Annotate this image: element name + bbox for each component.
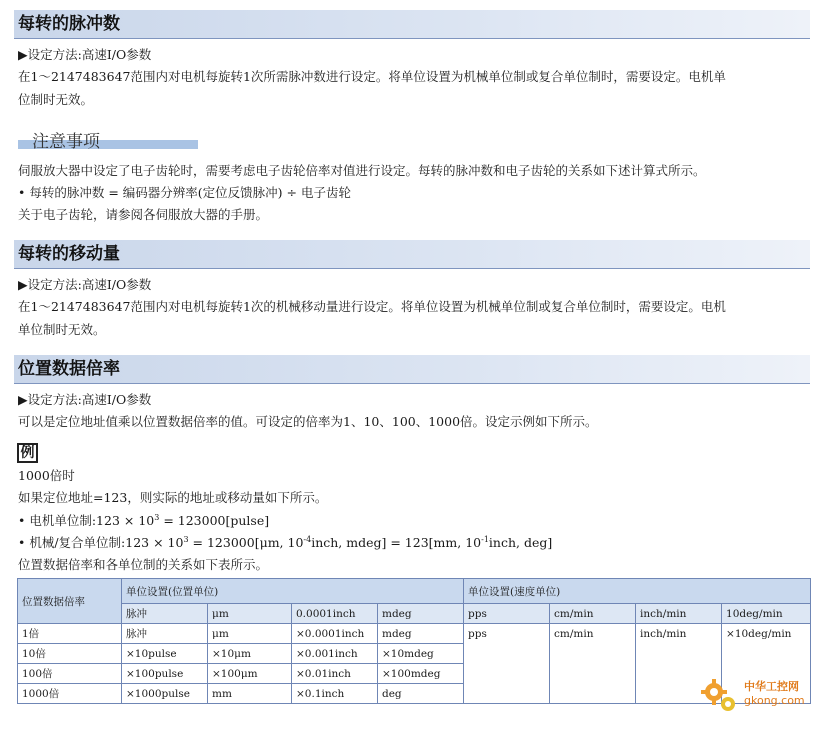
table-subheader: cm/min bbox=[550, 604, 636, 624]
note-line-3: 关于电子齿轮，请参阅各伺服放大器的手册。 bbox=[18, 207, 269, 222]
table-cell: ×100μm bbox=[208, 664, 292, 684]
table-cell: ×100pulse bbox=[122, 664, 208, 684]
example-line-2: 如果定位地址=123，则实际的地址或移动量如下所示。 bbox=[18, 490, 328, 505]
table-subheader: mdeg bbox=[378, 604, 464, 624]
table-cell: deg bbox=[378, 684, 464, 704]
table-cell-rate: 10倍 bbox=[18, 644, 122, 664]
formula-2-part-c: inch, mdeg] = 123[mm, 10 bbox=[311, 535, 482, 550]
table-cell: ×10mdeg bbox=[378, 644, 464, 664]
table-cell: 脉冲 bbox=[122, 624, 208, 644]
watermark-url: gkong.com bbox=[744, 694, 805, 707]
formula-1-exponent: 3 bbox=[154, 513, 160, 522]
note-formula: • 每转的脉冲数 = 编码器分辨率(定位反馈脉冲) ÷ 电子齿轮 bbox=[18, 185, 351, 200]
table-cell: ×0.01inch bbox=[292, 664, 378, 684]
table-cell: mdeg bbox=[378, 624, 464, 644]
table-cell-rate: 100倍 bbox=[18, 664, 122, 684]
table-cell-speed: cm/min bbox=[550, 624, 636, 704]
table-cell: ×100mdeg bbox=[378, 664, 464, 684]
table-subheader: μm bbox=[208, 604, 292, 624]
table-cell: ×10pulse bbox=[122, 644, 208, 664]
magnification-table bbox=[17, 578, 811, 704]
note-line-1: 伺服放大器中设定了电子齿轮时，需要考虑电子齿轮倍率对值进行设定。每转的脉冲数和电子齿轮的关系如下述计算式所示。 bbox=[18, 163, 706, 178]
table-cell-rate: 1倍 bbox=[18, 624, 122, 644]
table-cell: ×10μm bbox=[208, 644, 292, 664]
formula-2-exponent-2: -4 bbox=[303, 535, 312, 544]
setting-method-2: ▶设定方法:高速I/O参数 bbox=[18, 277, 152, 292]
example-machine-unit-formula bbox=[18, 535, 552, 551]
gear-icon bbox=[700, 676, 740, 716]
table-cell-speed: pps bbox=[464, 624, 550, 704]
table-subheader: 脉冲 bbox=[122, 604, 208, 624]
formula-2-part-a: • 机械/复合单位制:123 × 10 bbox=[18, 535, 184, 550]
section-title-travel-per-rotation: 每转的移动量 bbox=[14, 240, 810, 269]
formula-2-part-d: inch, deg] bbox=[488, 535, 553, 550]
table-cell: mm bbox=[208, 684, 292, 704]
watermark bbox=[700, 676, 830, 716]
table-cell-speed: inch/min bbox=[636, 624, 722, 704]
setting-method-3: ▶设定方法:高速I/O参数 bbox=[18, 392, 152, 407]
watermark-name: 中华工控网 bbox=[744, 680, 799, 693]
table-header-rate: 位置数据倍率 bbox=[18, 579, 122, 624]
table-subheader: pps bbox=[464, 604, 550, 624]
table-cell-speed: ×10deg/min bbox=[722, 624, 811, 704]
description-1-line-2: 位制时无效。 bbox=[18, 92, 94, 107]
description-2-line-1: 在1～2147483647范围内对电机每旋转1次的机械移动量进行设定。将单位设置为机械单位制或复合单位制时，需要设定。电机 bbox=[18, 299, 726, 314]
table-subheader: inch/min bbox=[636, 604, 722, 624]
description-1-line-1: 在1～2147483647范围内对电机每旋转1次所需脉冲数进行设定。将单位设置为机械单位制或复合单位制时，需要设定。电机单 bbox=[18, 69, 726, 84]
setting-method-1: ▶设定方法:高速I/O参数 bbox=[18, 47, 152, 62]
table-row bbox=[18, 624, 811, 644]
description-3: 可以是定位地址值乘以位置数据倍率的值。可设定的倍率为1、10、100、1000倍。设定示例如下所示。 bbox=[18, 414, 598, 429]
section-title-pulses-per-rotation: 每转的脉冲数 bbox=[14, 10, 810, 39]
section-title-position-data-magnification: 位置数据倍率 bbox=[14, 355, 810, 384]
formula-1-part-a: • 电机单位制:123 × 10 bbox=[18, 513, 155, 528]
note-heading bbox=[18, 129, 198, 152]
formula-2-part-b: = 123000[μm, 10 bbox=[188, 535, 304, 550]
table-subheader: 10deg/min bbox=[722, 604, 811, 624]
table-cell-rate: 1000倍 bbox=[18, 684, 122, 704]
example-line-5: 位置数据倍率和各单位制的关系如下表所示。 bbox=[18, 557, 269, 572]
table-cell: ×1000pulse bbox=[122, 684, 208, 704]
formula-2-exponent-1: 3 bbox=[183, 535, 189, 544]
table-header-speed-unit: 单位设置(速度单位) bbox=[464, 579, 811, 604]
table-cell: ×0.1inch bbox=[292, 684, 378, 704]
description-2-line-2: 单位制时无效。 bbox=[18, 322, 106, 337]
example-motor-unit-formula bbox=[18, 513, 269, 529]
example-badge: 例 bbox=[17, 443, 38, 463]
note-heading-text: 注意事项 bbox=[32, 132, 100, 152]
table-header-position-unit: 单位设置(位置单位) bbox=[122, 579, 464, 604]
table-cell: ×0.001inch bbox=[292, 644, 378, 664]
table-subheader: 0.0001inch bbox=[292, 604, 378, 624]
formula-2-exponent-3: -1 bbox=[481, 535, 489, 544]
formula-1-part-b: = 123000[pulse] bbox=[159, 513, 270, 528]
example-line-1: 1000倍时 bbox=[18, 468, 75, 483]
table-cell: μm bbox=[208, 624, 292, 644]
table-cell: ×0.0001inch bbox=[292, 624, 378, 644]
